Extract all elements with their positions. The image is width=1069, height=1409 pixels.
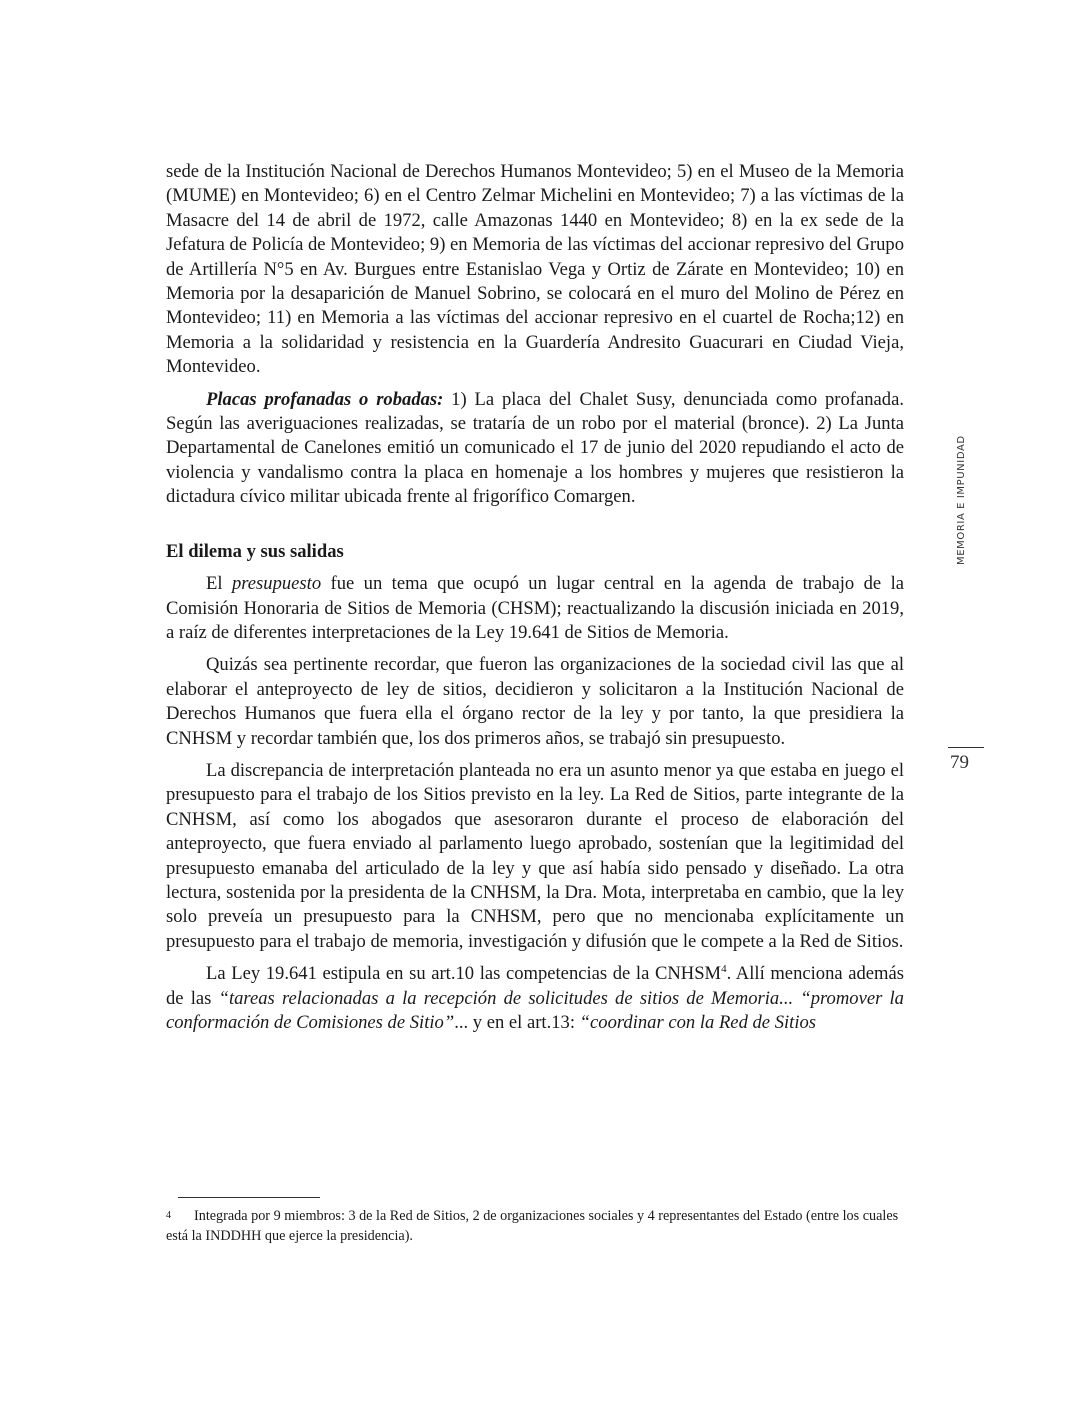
- paragraph-3-text-a: El: [206, 573, 232, 595]
- footnote: [166, 1206, 904, 1246]
- paragraph-6-quote-1: “tareas relacionadas a la recepción de solicitudes de sitios de Memoria... “promover la conformación de Comisiones de Sitio”: [166, 987, 904, 1033]
- paragraph-6-text-c: ... y en el art.13:: [454, 1012, 580, 1033]
- footnote-mark: 4: [166, 1210, 171, 1221]
- paragraph-5: La discrepancia de interpretación planteada no era un asunto menor ya que estaba en juego el presupuesto para el trabajo de los Sitios previsto en la ley. La Red de Sitios, parte integrante de la CNHSM, así como los abogados que asesoraron durante el proceso de elaboración del anteproyecto, que fuera enviado al parlamento luego aprobado, sostenían que la legitimidad del presupuesto emanaba del articulado de la ley y que así había sido pensado y diseñado. La otra lectura, sostenida por la presidenta de la CNHSM, la Dra. Mota, interpretaba en cambio, que la ley solo preveía un presupuesto para la CNHSM, pero que no mencionaba explícitamente un presupuesto para el trabajo de memoria, investigación y difusión que le compete a la Red de Sitios.: [166, 759, 904, 952]
- paragraph-3: [166, 572, 904, 645]
- footnote-text: Integrada por 9 miembros: 3 de la Red de Sitios, 2 de organizaciones sociales y 4 representantes del Estado (entre los cuales está la INDDHH que ejerce la presidencia).: [166, 1208, 899, 1244]
- paragraph-6-text-a: La Ley 19.641 estipula en su art.10 las competencias de la CNHSM: [206, 963, 722, 985]
- paragraph-1: sede de la Institución Nacional de Derechos Humanos Montevideo; 5) en el Museo de la Memoria (MUME) en Montevideo; 6) en el Centro Zelmar Michelini en Montevideo; 7) a las víctimas de la Masacre del 14 de abril de 1972, calle Amazonas 1440 en Montevideo; 8) en la ex sede de la Jefatura de Policía de Montevideo; 9) en Memoria de las víctimas del accionar represivo del Grupo de Artillería N°5 en Av. Burgues entre Estanislao Vega y Ortiz de Zárate en Montevideo; 10) en Memoria por la desaparición de Manuel Sobrino, se colocará en el muro del Molino de Pérez en Montevideo; 11) en Memoria a las víctimas del accionar represivo en el cuartel de Rocha;12) en Memoria a la solidaridad y resistencia en la Guardería Andresito Guacurari en Ciudad Vieja, Montevideo.: [166, 161, 904, 378]
- paragraph-2-lead: Placas profanadas o robadas:: [206, 388, 444, 410]
- page-number: 79: [950, 752, 969, 773]
- paragraph-4: Quizás sea pertinente recordar, que fueron las organizaciones de la sociedad civil las que al elaborar el anteproyecto de ley de sitios, decidieron y solicitaron a la Institución Nacional de Derechos Humanos que fuera ella el órgano rector de la ley y por tanto, la que presidiera la CNHSM y recordar también que, los dos primeros años, se trabajó sin presupuesto.: [166, 654, 904, 749]
- paragraph-3-text-b: fue un tema que ocupó un lugar central en la agenda de trabajo de la Comisión Honoraria de Sitios de Memoria (CHSM); reactualizando la discusión iniciada en 2019, a raíz de diferentes interpretaciones de la Ley 19.641 de Sitios de Memoria.: [166, 573, 904, 643]
- footnote-reference: 4: [721, 963, 727, 975]
- paragraph-2: [166, 388, 904, 510]
- paragraph-3-emphasis: presupuesto: [231, 573, 322, 595]
- paragraph-6-text-b: . Allí menciona además de las: [166, 963, 904, 1009]
- paragraph-6: [166, 962, 904, 1035]
- page-number-rule: [948, 747, 984, 748]
- paragraph-2-text: 1) La placa del Chalet Susy, denunciada como profanada. Según las averiguaciones realizadas, se trataría de un robo por el material (bronce). 2) La Junta Departamental de Canelones emitió un comunicado el 17 de junio del 2020 repudiando el acto de violencia y vandalismo contra la placa en homenaje a los hombres y mujeres que resistieron la dictadura cívico militar ubicada frente al frigorífico Comargen.: [166, 388, 904, 508]
- footnote-separator: [178, 1197, 320, 1198]
- running-title: MEMORIA E IMPUNIDAD: [956, 435, 967, 565]
- section-heading: El dilema y sus salidas: [166, 540, 344, 562]
- body-text: [166, 160, 904, 1035]
- paragraph-6-quote-2: “coordinar con la Red de Sitios: [579, 1012, 817, 1033]
